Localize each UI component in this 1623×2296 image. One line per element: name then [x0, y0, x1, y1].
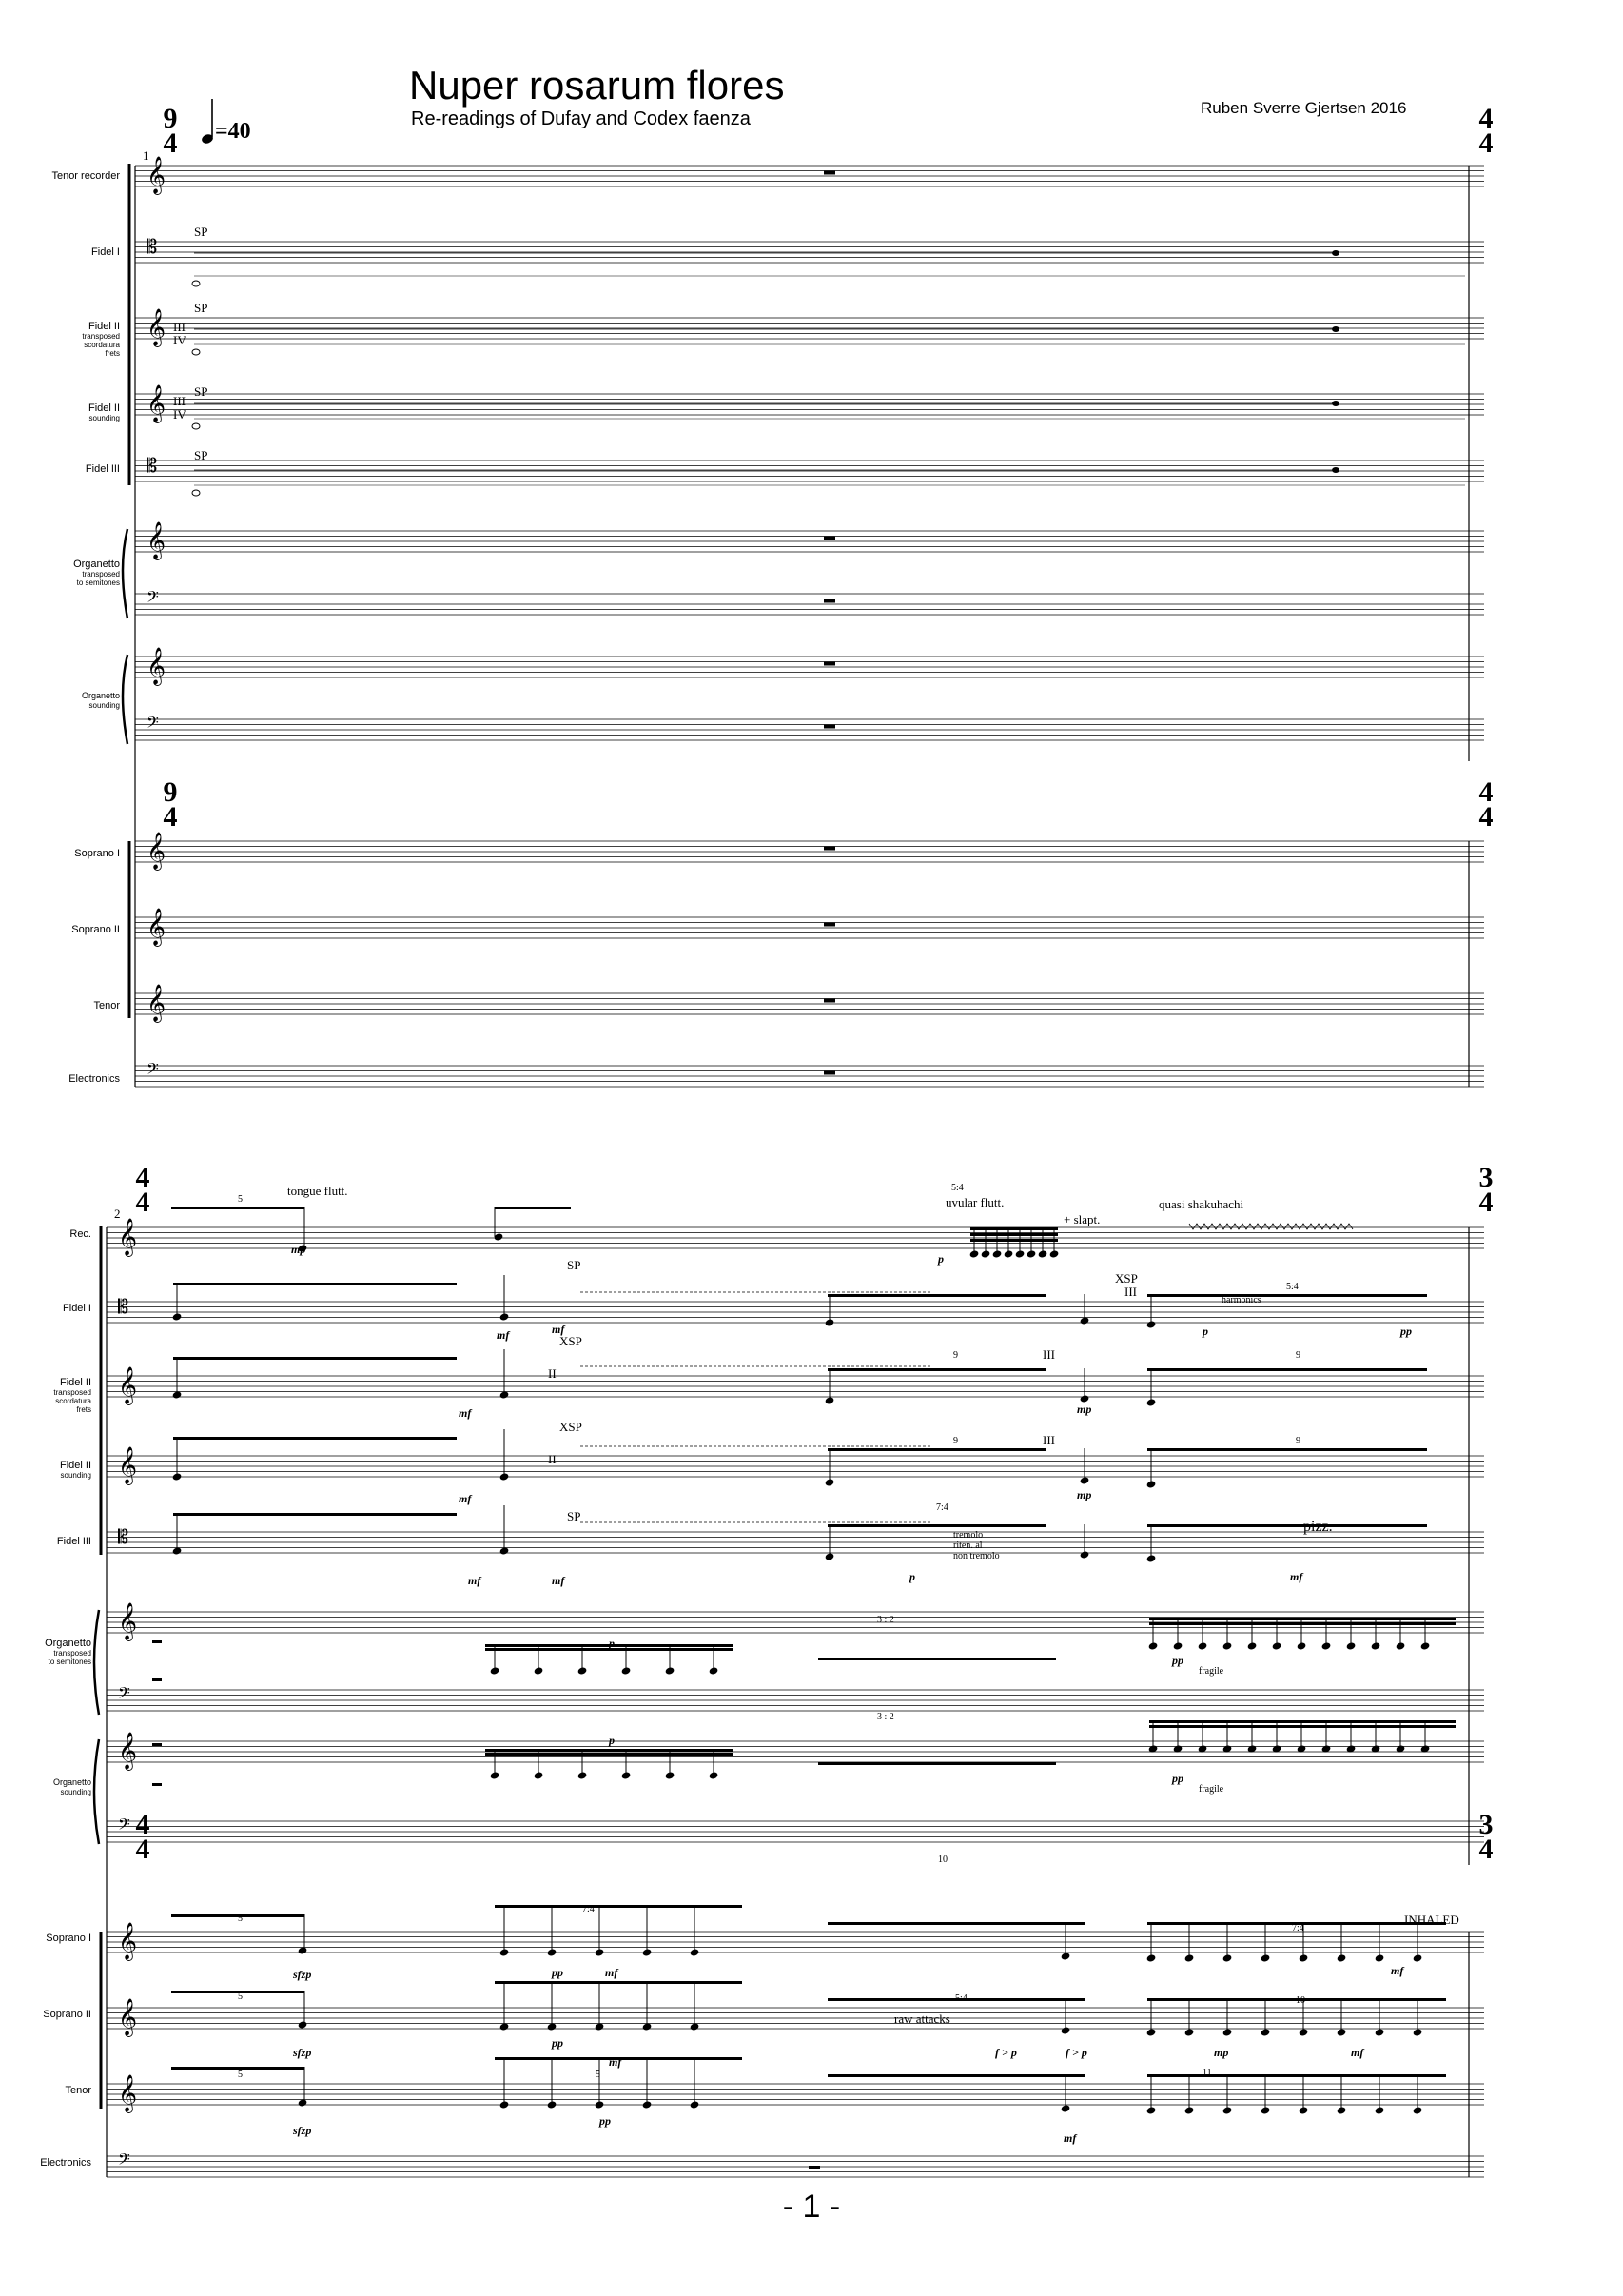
notehead-icon — [825, 1318, 835, 1326]
notehead-icon — [595, 1948, 605, 1956]
harmonic-note-icon — [192, 349, 200, 355]
quarter-rest-icon — [152, 1678, 162, 1681]
treble-clef-icon: 𝄞 — [118, 1921, 138, 1960]
string-iii: III — [173, 394, 186, 408]
notehead-icon — [1261, 2028, 1271, 2036]
alto-clef-icon: 𝄡 — [147, 455, 158, 478]
harmonics: harmonics — [1222, 1295, 1261, 1305]
label-soprano-i: Soprano I — [46, 1933, 91, 1944]
notehead-icon — [709, 1771, 719, 1779]
notehead-icon — [1148, 1641, 1159, 1650]
score-subtitle: Re-readings of Dufay and Codex faenza — [411, 108, 751, 129]
ts-den: 4 — [1478, 1187, 1494, 1218]
flutter-zigzag-icon — [1189, 1224, 1353, 1229]
tuplet-74: 7:4 — [936, 1502, 948, 1513]
page-number: - 1 - — [782, 2188, 841, 2225]
whole-rest-icon — [824, 1071, 835, 1075]
notehead-icon — [490, 1771, 500, 1779]
notehead-icon — [534, 1771, 544, 1779]
treble-clef-icon: 𝄞 — [147, 831, 166, 870]
fragile: fragile — [1199, 1784, 1224, 1795]
ts-den: 4 — [163, 801, 178, 833]
notehead-icon — [1375, 2106, 1385, 2114]
dyn-mf: mf — [459, 1406, 472, 1420]
notehead-icon — [825, 1396, 835, 1404]
beam-icon — [485, 1753, 733, 1756]
notehead-icon — [1184, 2028, 1195, 2036]
ts-num: 3 — [1478, 1162, 1494, 1193]
beam-icon — [818, 1762, 1056, 1765]
notehead-icon — [621, 1771, 632, 1779]
string-iii: III — [1043, 1433, 1055, 1447]
label-tenor: Tenor — [93, 1000, 120, 1011]
beam-icon — [818, 1658, 1056, 1660]
notehead-icon — [1332, 401, 1339, 406]
notehead-icon — [621, 1666, 632, 1675]
tuplet-54: 5:4 — [1286, 1282, 1299, 1292]
tuplet-9: 9 — [1296, 1436, 1300, 1446]
string-iii: III — [173, 320, 186, 334]
dyn-mf: mf — [468, 1574, 481, 1587]
notehead-icon — [1272, 1641, 1282, 1650]
beam-icon — [1147, 1294, 1427, 1297]
dyn-mf: mf — [1391, 1964, 1404, 1977]
notehead-icon — [499, 1312, 510, 1321]
beam-icon — [173, 1357, 457, 1360]
string-iv: IV — [173, 407, 186, 422]
notehead-icon — [1420, 1641, 1431, 1650]
notehead-icon — [547, 1948, 557, 1956]
tuplet-5: 5 — [238, 1194, 243, 1205]
notehead-icon — [1146, 2106, 1157, 2114]
xsp-marking: XSP — [559, 1420, 582, 1434]
notehead-icon — [298, 2020, 308, 2029]
notehead-icon — [1173, 1641, 1183, 1650]
ts-den: 4 — [1478, 801, 1494, 833]
beam-icon — [495, 1981, 742, 1984]
label-electronics: Electronics — [68, 1073, 120, 1085]
notehead-icon — [1371, 1641, 1381, 1650]
treble-clef-icon: 𝄞 — [147, 307, 166, 346]
beam-icon — [485, 1749, 733, 1752]
ts-num: 3 — [1478, 1809, 1494, 1840]
dyn-pp: pp — [1172, 1772, 1183, 1785]
treble-clef-icon: 𝄞 — [118, 1601, 138, 1640]
measure-number: 2 — [114, 1207, 121, 1221]
harmonic-note-icon — [192, 423, 200, 429]
brace-icon — [94, 1739, 99, 1844]
pizz: pizz. — [1303, 1519, 1333, 1535]
dyn-mp: mp — [1077, 1403, 1092, 1416]
label-fidel-ii-sounding: Fidel II sounding — [59, 1460, 91, 1480]
dyn-mf: mf — [1290, 1570, 1303, 1583]
tongue-flutt: tongue flutt. — [287, 1184, 348, 1198]
dyn-f-p: f > p — [1066, 2046, 1087, 2059]
notehead-icon — [1080, 1550, 1090, 1559]
label-rec: Rec. — [69, 1228, 91, 1240]
sp-marking: SP — [194, 225, 208, 239]
ts-num: 9 — [163, 776, 178, 808]
bass-clef-icon: 𝄢 — [147, 588, 159, 611]
harmonic-note-icon — [192, 281, 200, 286]
tuplet-74: 7:4 — [1292, 1923, 1304, 1933]
whole-rest-icon — [824, 999, 835, 1003]
brace-icon — [94, 1610, 99, 1715]
label-soprano-ii: Soprano II — [71, 924, 120, 935]
treble-clef-icon: 𝄞 — [147, 907, 166, 946]
beam-icon — [1147, 1368, 1427, 1371]
dyn-p: p — [609, 1637, 615, 1650]
string-ii: II — [548, 1452, 557, 1466]
notehead-icon — [1222, 2106, 1233, 2114]
treble-clef-icon: 𝄞 — [118, 1365, 138, 1404]
beam-icon — [495, 1207, 571, 1209]
xsp-marking: XSP — [1115, 1271, 1138, 1285]
beam-icon — [828, 1294, 1046, 1297]
tremolo — [953, 1530, 1000, 1561]
beam-icon — [1149, 1618, 1456, 1620]
score-title: Nuper rosarum flores — [409, 63, 785, 108]
beam-icon — [970, 1227, 1058, 1230]
dyn-p: p — [938, 1252, 944, 1266]
beam-icon — [1149, 1725, 1456, 1728]
notehead-icon — [642, 1948, 653, 1956]
dyn-p: p — [909, 1570, 915, 1583]
dyn-pp: pp — [1400, 1325, 1412, 1338]
dyn-mp: mp — [1077, 1488, 1092, 1501]
inhaled: INHALED — [1404, 1913, 1459, 1927]
whole-rest-icon — [809, 2166, 820, 2169]
beam-icon — [173, 1283, 457, 1285]
label-soprano-ii: Soprano II — [43, 2009, 91, 2020]
tuplet-5: 5 — [238, 1992, 243, 2002]
bass-clef-icon: 𝄢 — [118, 1684, 130, 1707]
notehead-icon — [1222, 1641, 1233, 1650]
beam-icon — [828, 1448, 1046, 1451]
tuplet-9: 9 — [953, 1436, 958, 1446]
beam-icon — [828, 1524, 1046, 1527]
string-ii: II — [548, 1366, 557, 1381]
whole-rest-icon — [824, 923, 835, 927]
ts-den: 4 — [1478, 128, 1494, 159]
notehead-icon — [595, 2100, 605, 2109]
notehead-icon — [499, 1948, 510, 1956]
label-tenor: Tenor — [65, 2085, 91, 2096]
riten-text: riten. al — [953, 1540, 983, 1551]
bass-clef-icon: 𝄢 — [118, 1815, 130, 1838]
dyn-pp: pp — [599, 2114, 611, 2128]
notehead-icon — [577, 1666, 588, 1675]
treble-clef-icon: 𝄞 — [147, 520, 166, 559]
dyn-mp: mp — [291, 1243, 306, 1256]
notehead-icon — [1375, 2028, 1385, 2036]
xsp-marking: XSP — [559, 1334, 582, 1348]
alto-clef-icon: 𝄡 — [118, 1526, 129, 1549]
notehead-icon — [1299, 2028, 1309, 2036]
notehead-icon — [490, 1666, 500, 1675]
notehead-icon — [1146, 1953, 1157, 1962]
ts-den: 4 — [1478, 1834, 1494, 1865]
string-iv: IV — [173, 333, 186, 347]
notehead-icon — [1321, 1641, 1332, 1650]
quarter-rest-icon — [152, 1743, 162, 1746]
notehead-icon — [1337, 1953, 1347, 1962]
dyn-pp: pp — [552, 2036, 563, 2050]
notehead-icon — [690, 1948, 700, 1956]
harmonic-note-icon — [192, 490, 200, 496]
notehead-icon — [1261, 2106, 1271, 2114]
notehead-icon — [1375, 1953, 1385, 1962]
treble-clef-icon: 𝄞 — [118, 1997, 138, 2036]
ts-den: 4 — [135, 1187, 150, 1218]
label-fidel-i: Fidel I — [91, 246, 120, 258]
non-tremolo-text: non tremolo — [953, 1551, 1000, 1561]
treble-clef-icon: 𝄞 — [147, 646, 166, 685]
bass-clef-icon: 𝄢 — [147, 1060, 159, 1083]
ts-den: 4 — [163, 128, 178, 159]
notehead-icon — [1004, 1249, 1014, 1258]
beam-icon — [495, 1905, 742, 1908]
notehead-icon — [1413, 2106, 1423, 2114]
sp-marking: SP — [194, 301, 208, 315]
ts-num: 4 — [1478, 103, 1494, 134]
treble-clef-icon: 𝄞 — [147, 155, 166, 194]
slapt: + slapt. — [1064, 1212, 1101, 1226]
beam-icon — [171, 1207, 304, 1209]
notehead-icon — [1146, 1480, 1157, 1488]
beam-icon — [828, 1922, 1085, 1925]
notehead-icon — [1299, 1953, 1309, 1962]
notehead-icon — [547, 2100, 557, 2109]
notehead-icon — [1061, 2104, 1071, 2112]
fragile: fragile — [1199, 1666, 1224, 1677]
ts-num: 4 — [1478, 776, 1494, 808]
notehead-icon — [690, 2100, 700, 2109]
quarter-rest-icon — [152, 1640, 162, 1643]
notehead-icon — [969, 1249, 980, 1258]
notehead-icon — [665, 1771, 675, 1779]
tuplet-10: 10 — [938, 1854, 948, 1865]
label-fidel-iii: Fidel III — [85, 463, 120, 475]
dyn-mf: mf — [552, 1574, 565, 1587]
ts-den: 4 — [135, 1834, 150, 1865]
sp-marking: SP — [194, 384, 208, 399]
notehead-icon — [1049, 1249, 1060, 1258]
tremolo-text: tremolo — [953, 1530, 984, 1540]
whole-rest-icon — [824, 599, 835, 603]
tempo-marking: =40 — [215, 119, 251, 144]
notehead-icon — [1061, 2026, 1071, 2034]
dyn-mf: mf — [1351, 2046, 1364, 2059]
notehead-icon — [1146, 1398, 1157, 1406]
beam-icon — [1149, 1622, 1456, 1625]
label-tenor-recorder: Tenor recorder — [51, 170, 120, 182]
ts-num: 4 — [135, 1162, 150, 1193]
beam-icon — [1149, 1720, 1456, 1723]
notehead-icon — [1261, 1953, 1271, 1962]
notehead-icon — [1337, 2028, 1347, 2036]
brace-icon — [123, 529, 127, 618]
tuplet-5: 5 — [238, 1913, 243, 1924]
beam-icon — [1147, 2074, 1446, 2077]
notehead-icon — [1198, 1641, 1208, 1650]
quasi-shakuhachi: quasi shakuhachi — [1159, 1197, 1244, 1211]
notehead-icon — [1222, 2028, 1233, 2036]
dyn-sfzp: sfzp — [293, 2046, 312, 2059]
dyn-mf: mf — [609, 2055, 622, 2069]
dyn-mf: mf — [497, 1328, 510, 1342]
tuplet-54: 5:4 — [955, 1993, 968, 2004]
notehead-icon — [1413, 2028, 1423, 2036]
composer-credit: Ruben Sverre Gjertsen 2016 — [1201, 99, 1407, 117]
treble-clef-icon: 𝄞 — [147, 983, 166, 1022]
dyn-mp: mp — [1214, 2046, 1229, 2059]
treble-clef-icon: 𝄞 — [147, 383, 166, 422]
notehead-icon — [1332, 467, 1339, 473]
alto-clef-icon: 𝄡 — [118, 1296, 129, 1319]
bass-clef-icon: 𝄢 — [118, 2150, 130, 2173]
beam-icon — [828, 2074, 1085, 2077]
tuplet-32: 3 : 2 — [877, 1615, 894, 1625]
notehead-icon — [1332, 326, 1339, 332]
dyn-pp: pp — [552, 1966, 563, 1979]
beam-icon — [1147, 1524, 1427, 1527]
sp-marking: SP — [194, 448, 208, 462]
dyn-mf: mf — [1064, 2131, 1077, 2145]
notehead-icon — [172, 1472, 183, 1481]
notehead-icon — [1146, 2028, 1157, 2036]
dyn-sfzp: sfzp — [293, 1968, 312, 1981]
notehead-icon — [1184, 1953, 1195, 1962]
notehead-icon — [534, 1666, 544, 1675]
beam-icon — [970, 1239, 1058, 1242]
tuplet-54: 5:4 — [951, 1183, 964, 1193]
label-organetto-transposed: Organetto transposed to semitones — [73, 559, 120, 587]
brace-icon — [123, 655, 127, 744]
notehead-icon — [1184, 2106, 1195, 2114]
beam-icon — [828, 1368, 1046, 1371]
dyn-sfzp: sfzp — [293, 2124, 312, 2137]
whole-rest-icon — [824, 537, 835, 540]
tuplet-5: 5 — [596, 2070, 600, 2080]
label-organetto-sounding: Organetto sounding — [81, 691, 120, 710]
notehead-icon — [1346, 1641, 1357, 1650]
quarter-rest-icon — [152, 1783, 162, 1786]
notehead-icon — [709, 1666, 719, 1675]
string-iii: III — [1124, 1285, 1137, 1299]
dyn-mf: mf — [605, 1966, 618, 1979]
label-fidel-iii: Fidel III — [56, 1536, 91, 1547]
tuplet-11: 11 — [1203, 2068, 1212, 2078]
notehead-icon — [1015, 1249, 1026, 1258]
beam-icon — [173, 1437, 457, 1440]
tuplet-9: 9 — [953, 1350, 958, 1361]
beam-icon — [1147, 1448, 1427, 1451]
whole-rest-icon — [824, 847, 835, 851]
notehead-icon — [825, 1478, 835, 1486]
notehead-icon — [1396, 1641, 1406, 1650]
notehead-icon — [642, 2100, 653, 2109]
notehead-icon — [1146, 1554, 1157, 1562]
notehead-icon — [1247, 1641, 1258, 1650]
dyn-pp: pp — [1172, 1654, 1183, 1667]
string-iii: III — [1043, 1347, 1055, 1362]
label-fidel-ii-transposed: Fidel II transposed scordatura frets — [82, 321, 120, 358]
label-soprano-i: Soprano I — [74, 848, 120, 859]
alto-clef-icon: 𝄡 — [147, 236, 158, 259]
label-fidel-ii-transposed: Fidel II transposed scordatura frets — [53, 1377, 91, 1414]
bass-clef-icon: 𝄢 — [147, 714, 159, 736]
whole-rest-icon — [824, 171, 835, 175]
dyn-f-p: f > p — [995, 2046, 1017, 2059]
notehead-icon — [1146, 1320, 1157, 1328]
notehead-icon — [499, 1472, 510, 1481]
treble-clef-icon: 𝄞 — [118, 1731, 138, 1770]
dyn-mf: mf — [552, 1323, 565, 1336]
tuplet-74: 7:4 — [582, 1904, 595, 1914]
label-organetto-sounding: Organetto sounding — [52, 1777, 91, 1796]
label-fidel-i: Fidel I — [63, 1303, 91, 1314]
notehead-icon — [1080, 1476, 1090, 1484]
notehead-icon — [1038, 1249, 1048, 1258]
treble-clef-icon: 𝄞 — [118, 1445, 138, 1484]
measure-number: 1 — [143, 148, 149, 163]
notehead-icon — [1413, 1953, 1423, 1962]
treble-clef-icon: 𝄞 — [118, 1217, 138, 1256]
ts-num: 9 — [163, 103, 178, 134]
treble-clef-icon: 𝄞 — [118, 2073, 138, 2112]
notehead-icon — [577, 1771, 588, 1779]
dyn-p: p — [609, 1734, 615, 1747]
notehead-icon — [1337, 2106, 1347, 2114]
notehead-icon — [981, 1249, 991, 1258]
raw-attacks: raw attacks — [894, 2011, 950, 2026]
dyn-mf: mf — [459, 1492, 472, 1505]
tuplet-10: 10 — [1296, 1995, 1305, 2006]
ts-num: 4 — [135, 1809, 150, 1840]
tuplet-9: 9 — [1296, 1350, 1300, 1361]
notehead-icon — [1297, 1641, 1307, 1650]
notehead-icon — [1061, 1952, 1071, 1960]
whole-rest-icon — [824, 662, 835, 666]
whole-rest-icon — [824, 725, 835, 729]
label-organetto-transposed: Organetto transposed to semitones — [45, 1638, 91, 1666]
tuplet-5: 5 — [238, 2070, 243, 2080]
notehead-icon — [1222, 1953, 1233, 1962]
notehead-icon — [992, 1249, 1003, 1258]
dyn-p: p — [1203, 1325, 1208, 1338]
beam-icon — [173, 1513, 457, 1516]
notehead-icon — [172, 1312, 183, 1321]
notehead-icon — [1299, 2106, 1309, 2114]
label-electronics: Electronics — [40, 2157, 91, 2168]
notehead-icon — [1027, 1249, 1037, 1258]
tuplet-32: 3 : 2 — [877, 1712, 894, 1722]
notehead-icon — [1332, 250, 1339, 256]
notehead-icon — [825, 1552, 835, 1560]
beam-icon — [970, 1233, 1058, 1236]
sp-marking: SP — [567, 1509, 581, 1523]
notehead-icon — [499, 2100, 510, 2109]
label-fidel-ii-sounding: Fidel II sounding — [88, 402, 120, 422]
sp-marking: SP — [567, 1258, 581, 1272]
notehead-icon — [665, 1666, 675, 1675]
uvular-flutt: uvular flutt. — [946, 1195, 1005, 1209]
